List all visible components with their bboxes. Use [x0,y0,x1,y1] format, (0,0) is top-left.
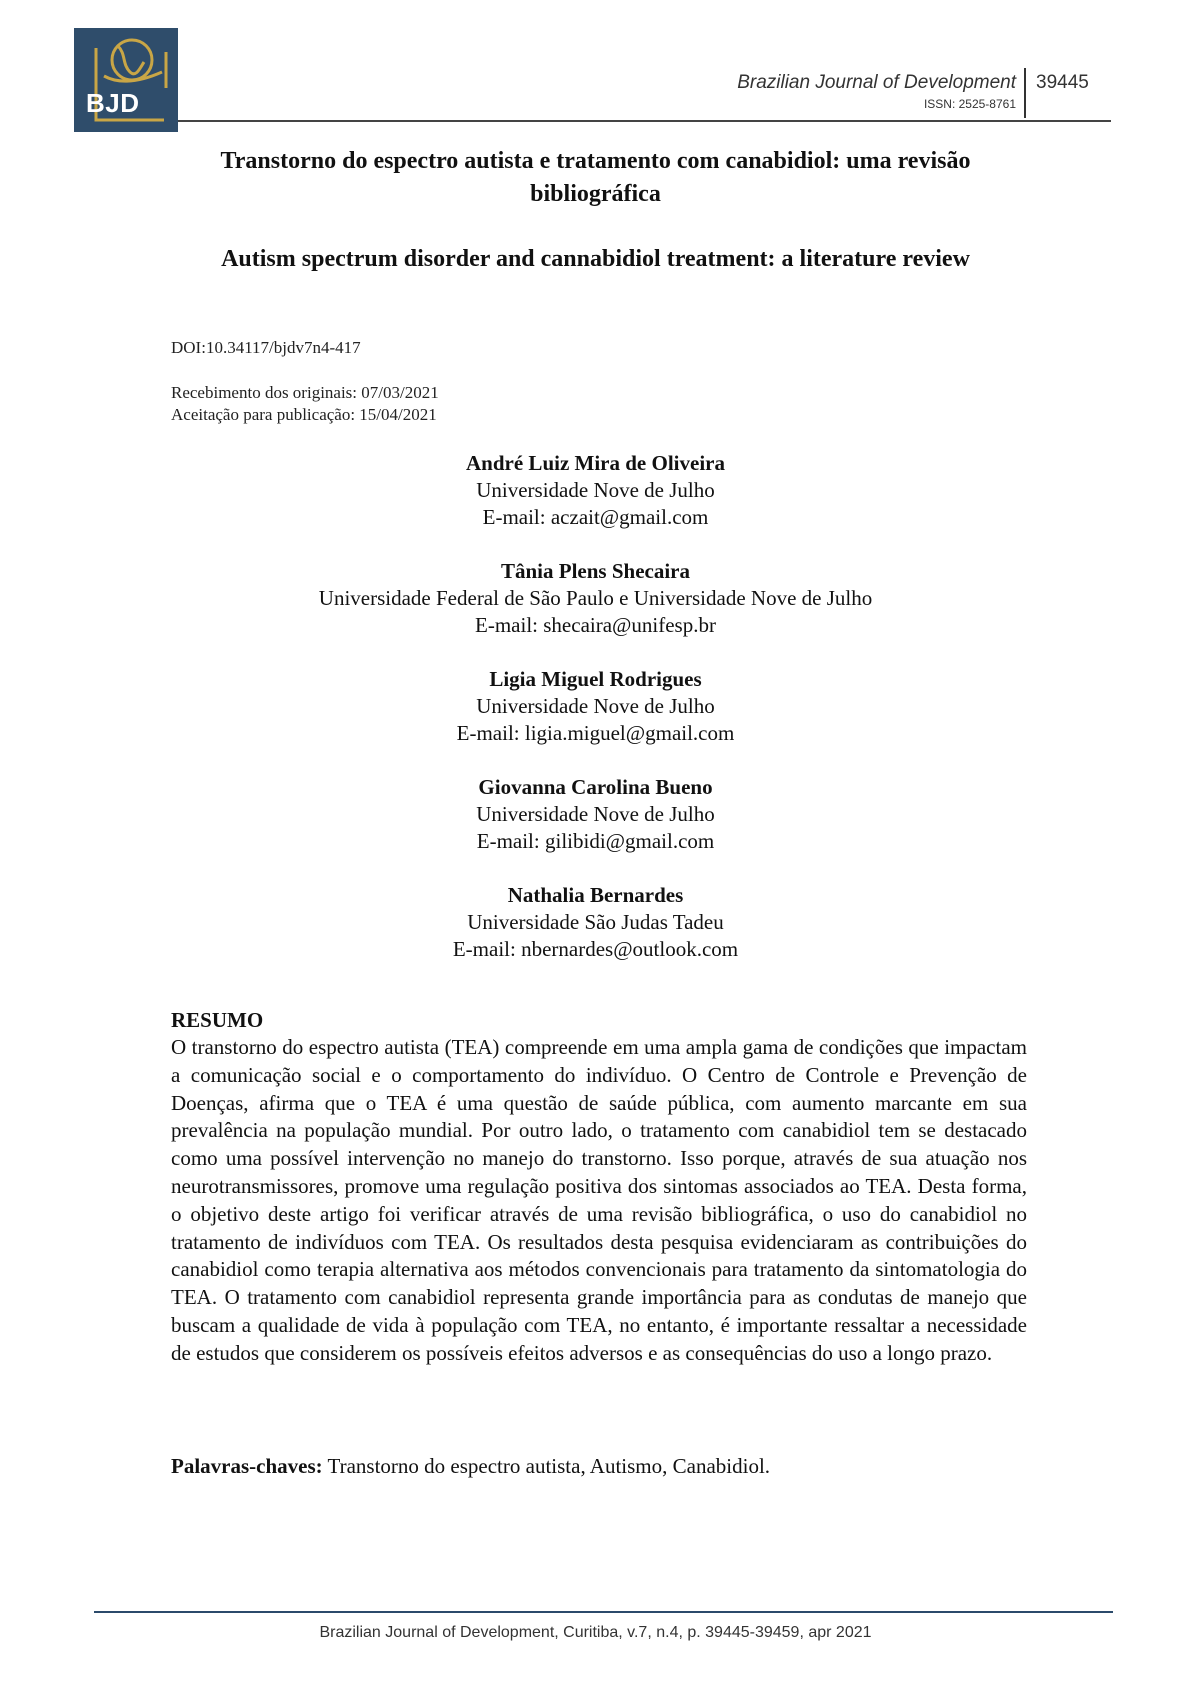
title-english: Autism spectrum disorder and cannabidiol treatment: a literature review [221,246,970,272]
author-email: E-mail: ligia.miguel@gmail.com [456,721,735,745]
abstract-section [171,1006,1027,1368]
author-email: E-mail: gilibidi@gmail.com [476,829,715,853]
author-affiliation: Universidade Nove de Julho [476,694,715,718]
author-name: Nathalia Bernardes [507,883,684,907]
footer-citation: Brazilian Journal of Development, Curitiba, v.7, n.4, p. 39445-39459, apr 2021 [319,1624,872,1641]
author-name: Ligia Miguel Rodrigues [489,667,702,691]
journal-logo [74,28,178,132]
author-block [0,666,1191,747]
keywords [171,1452,770,1480]
author-block [0,450,1191,531]
dates-block [171,382,439,426]
header-rule [178,120,1111,122]
journal-header [737,72,1016,111]
page-number: 39445 [1036,72,1089,93]
doi: DOI:10.34117/bjdv7n4-417 [171,338,361,357]
accepted-date: Aceitação para publicação: 15/04/2021 [171,405,437,424]
received-date: Recebimento dos originais: 07/03/2021 [171,383,439,402]
author-affiliation: Universidade Nove de Julho [476,802,715,826]
abstract-heading: RESUMO [171,1008,264,1032]
keywords-label: Palavras-chaves: [171,1454,323,1478]
footer-rule [94,1611,1113,1613]
keywords-text: Transtorno do espectro autista, Autismo, Canabidiol. [327,1454,771,1478]
author-block [0,558,1191,639]
author-email: E-mail: nbernardes@outlook.com [452,937,739,961]
author-name: André Luiz Mira de Oliveira [466,451,725,475]
author-affiliation: Universidade Nove de Julho [476,478,715,502]
author-affiliation: Universidade São Judas Tadeu [467,910,724,934]
logo-text: BJD [86,88,140,118]
issn: ISSN: 2525-8761 [923,97,1016,111]
journal-name: Brazilian Journal of Development [737,72,1016,93]
author-block [0,774,1191,855]
author-affiliation: Universidade Federal de São Paulo e Universidade Nove de Julho [318,586,873,610]
author-name: Giovanna Carolina Bueno [478,775,713,799]
author-email: E-mail: aczait@gmail.com [482,505,709,529]
author-list [0,450,1191,990]
author-block [0,882,1191,963]
author-email: E-mail: shecaira@unifesp.br [475,613,716,637]
title-portuguese: Transtorno do espectro autista e tratamento com canabidiol: uma revisão bibliográfica [220,148,971,207]
author-name: Tânia Plens Shecaira [500,559,690,583]
header-divider [1024,68,1026,118]
abstract-body: O transtorno do espectro autista (TEA) compreende em uma ampla gama de condições que impactam a comunicação social e o comportamento do indivíduo. O Centro de Controle e Prevenção de Doenças, afirma que o TEA é uma questão de saúde pública, com aumento marcante em sua prevalência na população mundial. Por outro lado, o tratamento com canabidiol tem se destacado como uma possível intervenção no manejo do transtorno. Isso porque, através de sua atuação nos neurotransmissores, promove uma regulação positiva dos sintomas associados ao TEA. Desta forma, o objetivo deste artigo foi verificar através de uma revisão bibliográfica, o uso do canabidiol no tratamento de indivíduos com TEA. Os resultados desta pesquisa evidenciaram as contribuições do canabidiol como terapia alternativa aos métodos convencionais para tratamento da sintomatologia do TEA. O tratamento com canabidiol representa grande importância para as condutas de manejo que buscam a qualidade de vida à população com TEA, no entanto, é importante ressaltar a necessidade de estudos que considerem os possíveis efeitos adversos e as consequências do uso a longo prazo. [171,1035,1027,1365]
